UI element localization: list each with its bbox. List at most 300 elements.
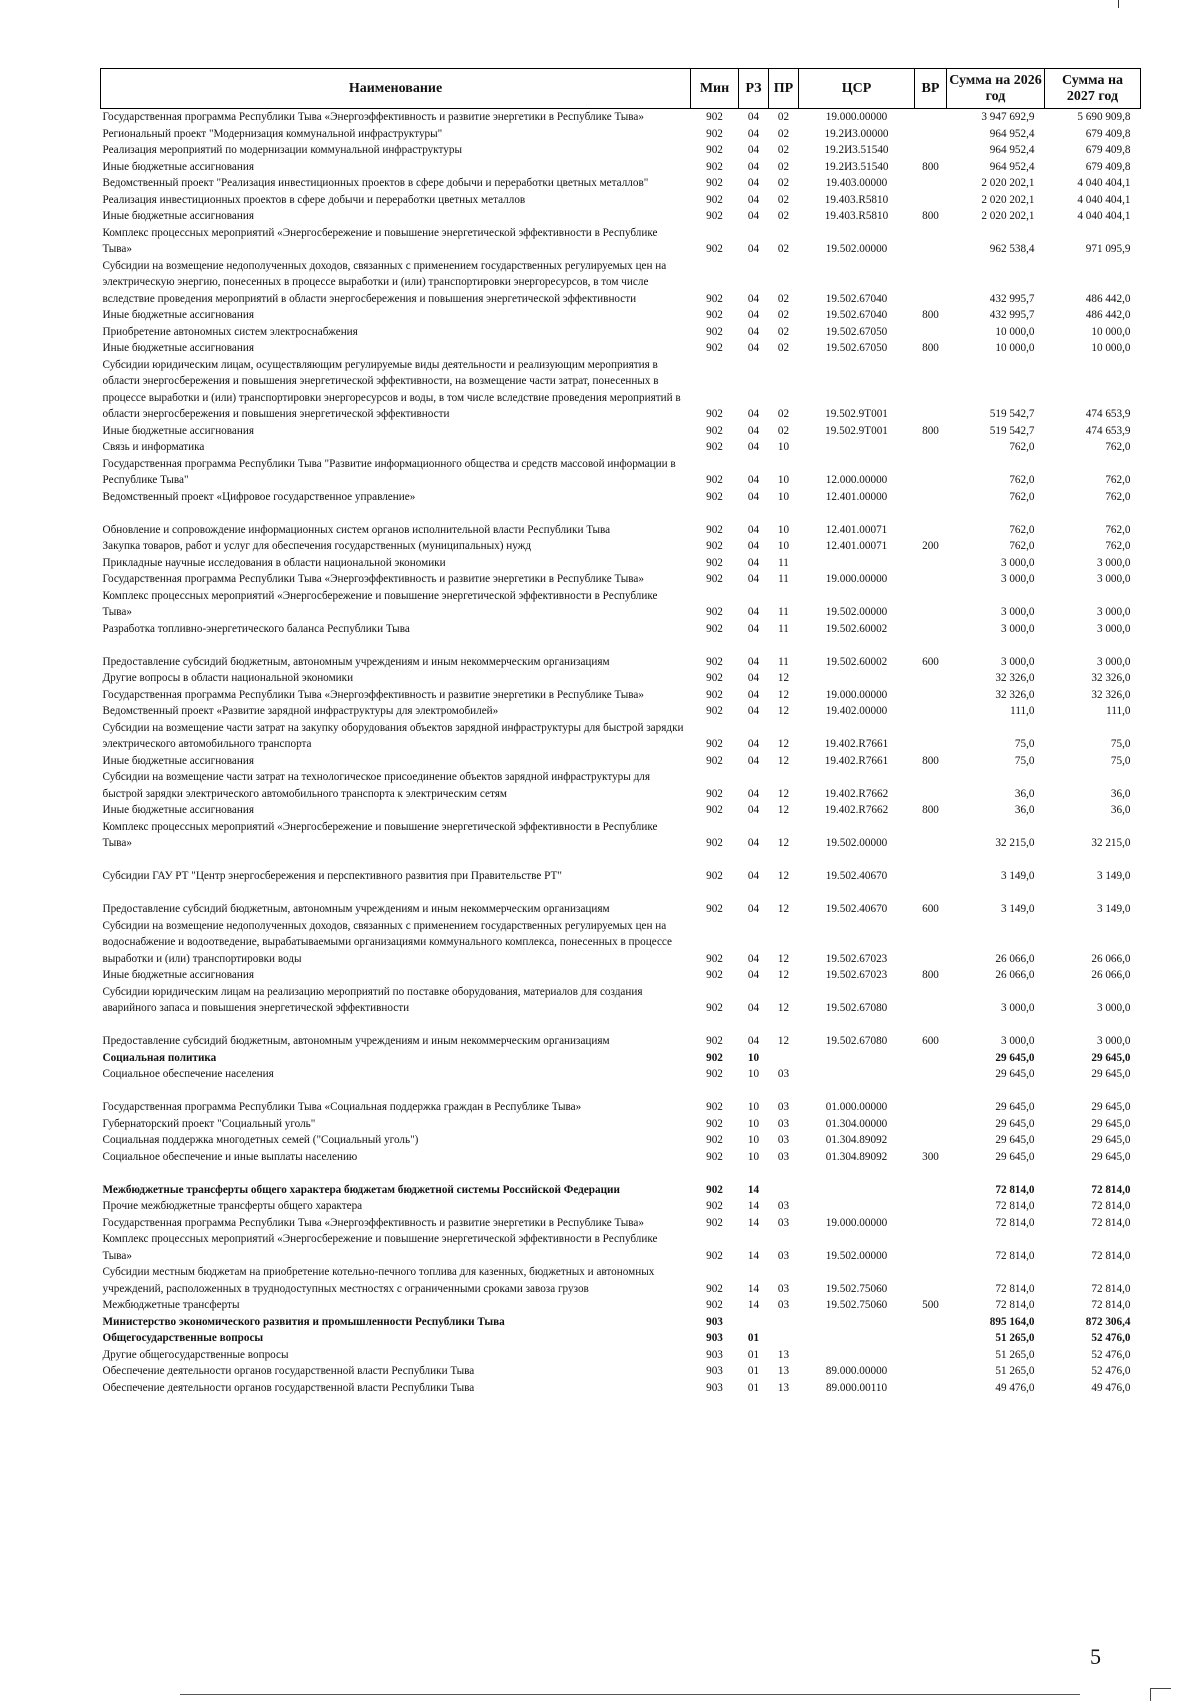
row-sum-2027: 52 476,0 <box>1091 1332 1131 1344</box>
table-row <box>101 1314 1141 1331</box>
row-pr: 11 <box>778 556 789 569</box>
row-sum-2027: 679 409,8 <box>1085 127 1131 140</box>
table-row <box>101 225 1141 258</box>
row-rz <box>739 1314 769 1331</box>
row-sum-2026: 75,0 <box>1014 738 1035 750</box>
row-sum-2027: 4 040 404,1 <box>1077 193 1131 206</box>
table-row <box>101 703 1141 720</box>
row-csr: 19.502.9T001 <box>825 424 888 437</box>
row-csr: 12.401.00071 <box>825 540 888 552</box>
table-row <box>101 1116 1141 1133</box>
row-min: 902 <box>706 573 723 585</box>
row-sum-2027: 679 409,8 <box>1085 160 1131 173</box>
row-csr: 12.401.00000 <box>825 490 888 503</box>
row-sum-2026: 3 000,0 <box>1000 655 1035 668</box>
row-min: 902 <box>706 738 723 750</box>
row-rz: 04 <box>747 672 760 684</box>
row-sum-2027: 32 326,0 <box>1091 688 1131 701</box>
row-sum-2027: 762,0 <box>1105 474 1131 486</box>
row-vr: 800 <box>922 969 939 981</box>
table-row <box>101 1231 1141 1264</box>
table-row <box>101 571 1141 588</box>
row-min: 903 <box>706 1365 723 1377</box>
row-csr <box>799 1165 915 1198</box>
row-name: Ведомственный проект «Цифровое государственное управление» <box>102 490 416 503</box>
row-min: 902 <box>706 969 723 981</box>
row-csr: 19.402.R7661 <box>824 738 889 750</box>
row-rz: 04 <box>747 490 760 503</box>
table-row <box>101 984 1141 1017</box>
row-csr: 19.2И3.00000 <box>824 127 889 140</box>
row-sum-2027: 474 653,9 <box>1085 408 1131 420</box>
row-name: Прочие межбюджетные трансферты общего характера <box>102 1200 363 1212</box>
row-name: Государственная программа Республики Тыва «Энергоэффективность и развитие энергетики в Республике Тыва» <box>102 573 644 585</box>
row-csr: 19.502.00000 <box>825 1249 888 1262</box>
row-sum-2026: 29 645,0 <box>995 1051 1035 1064</box>
row-min: 902 <box>706 408 723 420</box>
row-vr <box>915 175 947 192</box>
row-rz: 10 <box>747 1150 760 1163</box>
row-min: 902 <box>706 1200 723 1212</box>
row-sum-2027: 36,0 <box>1110 787 1131 800</box>
row-min: 902 <box>706 1282 723 1295</box>
row-name: Иные бюджетные ассигнования <box>102 969 254 981</box>
table-row <box>101 885 1141 918</box>
row-sum-2026: 762,0 <box>1009 490 1035 503</box>
row-rz: 04 <box>747 804 760 816</box>
row-sum-2027: 762,0 <box>1105 523 1131 536</box>
row-name: Губернаторский проект "Социальный уголь" <box>102 1117 316 1130</box>
row-sum-2027: 872 306,4 <box>1085 1315 1131 1328</box>
row-rz: 04 <box>747 622 760 635</box>
row-vr <box>915 1050 947 1067</box>
row-vr <box>915 852 947 885</box>
row-pr: 03 <box>777 1150 790 1163</box>
row-sum-2026: 519 542,7 <box>989 424 1035 437</box>
row-vr <box>915 505 947 538</box>
row-sum-2027: 111,0 <box>1106 705 1131 717</box>
row-pr: 12 <box>777 754 790 767</box>
row-sum-2026: 3 947 692,9 <box>981 111 1035 123</box>
row-pr: 02 <box>777 325 790 338</box>
row-sum-2026: 962 538,4 <box>989 243 1035 255</box>
row-min: 902 <box>706 804 723 816</box>
row-min: 902 <box>706 672 723 684</box>
row-name: Разработка топливно-энергетического баланса Республики Тыва <box>102 622 410 635</box>
table-row <box>101 340 1141 357</box>
row-pr: 02 <box>777 177 790 189</box>
row-rz: 04 <box>747 292 760 305</box>
row-min: 902 <box>706 523 723 536</box>
row-vr <box>915 769 947 802</box>
row-min: 902 <box>706 837 723 849</box>
row-min: 902 <box>706 688 723 701</box>
row-sum-2026: 26 066,0 <box>995 969 1035 981</box>
row-min: 902 <box>706 556 723 569</box>
row-rz: 14 <box>747 1216 760 1229</box>
row-rz: 04 <box>747 540 760 552</box>
row-min: 902 <box>706 193 723 206</box>
row-vr <box>915 1380 947 1397</box>
table-row <box>101 819 1141 852</box>
row-min: 902 <box>706 1002 723 1014</box>
row-vr <box>915 142 947 159</box>
row-name: Субсидии юридическим лицам, осуществляющим регулируемые виды деятельности и реализующим мероприятия в области энергосбережения и повышения энергетической эффективности, на возмещение части затрат, понесенных в процессе выработки и (или) транспортировки энергоресурсов и воды, в том числе вследствие проведения мероприятий в области энергосбережения и повышения энергетической эффективности <box>102 358 681 420</box>
row-sum-2026: 3 149,0 <box>1000 870 1035 882</box>
table-row <box>101 1215 1141 1232</box>
row-sum-2027: 72 814,0 <box>1091 1183 1131 1196</box>
row-sum-2027: 29 645,0 <box>1091 1134 1131 1146</box>
row-vr <box>915 258 947 308</box>
row-name: Социальное обеспечение и иные выплаты населению <box>102 1150 358 1163</box>
row-min: 903 <box>706 1381 723 1394</box>
row-sum-2026: 762,0 <box>1009 523 1035 536</box>
table-row <box>101 1066 1141 1083</box>
table-row <box>101 1050 1141 1067</box>
row-rz: 04 <box>747 952 760 965</box>
row-sum-2027: 26 066,0 <box>1091 952 1131 965</box>
row-name: Межбюджетные трансферты общего характера бюджетам бюджетной системы Российской Федерации <box>102 1183 620 1196</box>
row-vr <box>915 1066 947 1083</box>
row-name: Обновление и сопровождение информационных систем органов исполнительной власти Республики Тыва <box>102 523 611 536</box>
row-sum-2026: 32 326,0 <box>995 672 1035 684</box>
row-name: Обеспечение деятельности органов государственной власти Республики Тыва <box>102 1381 475 1394</box>
row-name: Связь и информатика <box>102 441 205 453</box>
row-sum-2026: 51 265,0 <box>995 1348 1035 1361</box>
row-vr: 800 <box>922 210 939 222</box>
row-vr <box>915 1347 947 1364</box>
table-body <box>101 109 1141 1397</box>
row-pr: 12 <box>777 1035 790 1047</box>
table-row <box>101 192 1141 209</box>
row-vr: 800 <box>922 804 939 816</box>
row-min: 902 <box>706 622 723 635</box>
table-row <box>101 1149 1141 1166</box>
row-min: 902 <box>706 342 723 354</box>
table-row <box>101 423 1141 440</box>
table-row <box>101 126 1141 143</box>
row-rz: 04 <box>747 1002 760 1014</box>
row-sum-2027: 75,0 <box>1110 754 1131 767</box>
row-min: 902 <box>706 903 723 915</box>
row-sum-2026: 3 000,0 <box>1000 622 1035 635</box>
row-sum-2026: 29 645,0 <box>995 1117 1035 1130</box>
row-sum-2026: 29 645,0 <box>995 1134 1035 1146</box>
row-pr: 11 <box>778 622 789 635</box>
row-csr: 12.401.00071 <box>825 523 888 536</box>
row-rz: 04 <box>747 606 760 618</box>
row-csr <box>799 1066 915 1083</box>
row-csr <box>799 670 915 687</box>
budget-table <box>100 68 1141 1396</box>
row-vr: 800 <box>922 424 939 437</box>
table-row <box>101 456 1141 489</box>
row-csr: 19.000.00000 <box>825 573 888 585</box>
row-rz: 10 <box>747 1134 760 1146</box>
table-row <box>101 538 1141 555</box>
row-sum-2026: 432 995,7 <box>989 292 1035 305</box>
row-min: 902 <box>706 1051 723 1064</box>
row-sum-2026: 49 476,0 <box>995 1381 1035 1394</box>
header-sum-2027: Сумма на 2027 год <box>1045 69 1141 109</box>
row-csr: 19.402.R7662 <box>824 804 889 816</box>
header-vr: ВР <box>915 69 947 109</box>
row-sum-2027: 72 814,0 <box>1091 1216 1131 1229</box>
row-min: 902 <box>706 325 723 338</box>
row-rz: 04 <box>747 342 760 354</box>
row-csr: 89.000.00110 <box>825 1381 888 1394</box>
row-name: Субсидии ГАУ РТ "Центр энергосбережения и перспективного развития при Правительстве РТ" <box>102 870 562 882</box>
row-pr: 12 <box>777 705 790 717</box>
row-sum-2026: 26 066,0 <box>995 952 1035 965</box>
row-rz: 04 <box>747 160 760 173</box>
row-vr <box>915 588 947 621</box>
row-vr <box>915 687 947 704</box>
row-min: 902 <box>706 655 723 668</box>
row-name: Иные бюджетные ассигнования <box>102 342 254 354</box>
row-vr <box>915 621 947 638</box>
row-min: 902 <box>706 1183 723 1196</box>
table-row <box>101 208 1141 225</box>
table-row <box>101 967 1141 984</box>
row-sum-2026: 3 149,0 <box>1000 903 1035 915</box>
row-sum-2027: 762,0 <box>1105 441 1131 453</box>
row-pr: 02 <box>777 111 790 123</box>
row-min: 903 <box>706 1348 723 1361</box>
header-row <box>101 69 1141 109</box>
row-pr: 12 <box>777 952 790 965</box>
row-rz: 04 <box>747 1035 760 1047</box>
row-sum-2026: 29 645,0 <box>995 1150 1035 1163</box>
row-name: Предоставление субсидий бюджетным, автономным учреждениям и иным некоммерческим организациям <box>102 655 610 668</box>
table-row <box>101 1132 1141 1149</box>
row-name: Государственная программа Республики Тыва «Энергоэффективность и развитие энергетики в Республике Тыва» <box>102 688 644 701</box>
table-row <box>101 357 1141 423</box>
row-pr: 12 <box>777 870 790 882</box>
row-csr: 19.502.67023 <box>825 952 888 965</box>
row-name: Субсидии юридическим лицам на реализацию мероприятий по поставке оборудования, материалов для создания аварийного запаса и повышения энергетической эффективности <box>102 985 643 1014</box>
scan-corner-mark <box>1150 1688 1171 1701</box>
row-pr <box>769 1330 799 1347</box>
row-sum-2027: 49 476,0 <box>1091 1381 1131 1394</box>
row-name: Иные бюджетные ассигнования <box>102 424 254 437</box>
table-row <box>101 175 1141 192</box>
row-min: 902 <box>706 952 723 965</box>
row-name: Иные бюджетные ассигнования <box>102 754 254 767</box>
row-sum-2027: 3 149,0 <box>1096 870 1131 882</box>
row-rz: 04 <box>747 523 760 536</box>
row-vr <box>915 489 947 506</box>
row-csr: 01.000.00000 <box>825 1101 888 1113</box>
row-name: Региональный проект "Модернизация коммунальной инфраструктуры" <box>102 127 443 140</box>
row-pr: 10 <box>777 523 790 536</box>
row-min: 902 <box>706 177 723 189</box>
table-header <box>101 69 1141 109</box>
row-name: Ведомственный проект «Развитие зарядной инфраструктуры для электромобилей» <box>102 705 499 717</box>
row-rz: 04 <box>747 408 760 420</box>
row-vr <box>915 1132 947 1149</box>
row-vr: 200 <box>922 540 939 552</box>
row-pr: 12 <box>777 787 790 800</box>
row-name: Обеспечение деятельности органов государственной власти Республики Тыва <box>102 1365 475 1377</box>
row-sum-2026: 3 000,0 <box>1000 606 1035 618</box>
row-sum-2027: 762,0 <box>1105 490 1131 503</box>
row-vr: 600 <box>922 655 939 668</box>
row-sum-2026: 72 814,0 <box>995 1282 1035 1295</box>
row-sum-2026: 3 000,0 <box>1000 1002 1035 1014</box>
row-vr <box>915 670 947 687</box>
row-min: 902 <box>706 160 723 173</box>
row-min: 902 <box>706 1134 723 1146</box>
row-min: 902 <box>706 243 723 255</box>
row-min: 902 <box>706 1216 723 1229</box>
row-csr: 19.000.00000 <box>825 1216 888 1229</box>
row-min: 902 <box>706 1299 723 1311</box>
row-sum-2026: 2 020 202,1 <box>981 193 1035 206</box>
row-name: Реализация инвестиционных проектов в сфере добычи и переработки цветных металлов <box>102 193 526 206</box>
row-sum-2026: 32 215,0 <box>995 837 1035 849</box>
row-rz: 04 <box>747 243 760 255</box>
row-pr: 02 <box>777 144 790 156</box>
row-csr: 01.304.00000 <box>825 1117 888 1130</box>
row-pr: 03 <box>777 1117 790 1130</box>
row-rz: 04 <box>747 325 760 338</box>
row-pr: 11 <box>778 573 789 585</box>
row-sum-2027: 474 653,9 <box>1085 424 1131 437</box>
scan-tick-mark <box>1118 0 1119 8</box>
row-vr <box>915 918 947 968</box>
row-name: Предоставление субсидий бюджетным, автономным учреждениям и иным некоммерческим организациям <box>102 1035 610 1047</box>
table-row <box>101 769 1141 802</box>
row-rz: 04 <box>747 573 760 585</box>
row-vr <box>915 1330 947 1347</box>
row-pr: 02 <box>777 408 790 420</box>
row-rz: 04 <box>747 127 760 140</box>
table-row <box>101 918 1141 968</box>
row-sum-2026: 10 000,0 <box>995 342 1035 354</box>
row-pr: 02 <box>777 292 790 305</box>
page-number: 5 <box>1090 1644 1101 1669</box>
row-name: Государственная программа Республики Тыва «Социальная поддержка граждан в Республике Тыва» <box>102 1101 582 1113</box>
row-csr: 19.502.75060 <box>825 1299 888 1311</box>
row-sum-2026: 75,0 <box>1014 754 1035 767</box>
row-vr: 800 <box>922 754 939 767</box>
row-name: Государственная программа Республики Тыва «Энергоэффективность и развитие энергетики в Республике Тыва» <box>102 1216 644 1229</box>
row-csr: 19.502.40670 <box>825 903 888 915</box>
row-vr <box>915 109 947 126</box>
row-rz: 04 <box>747 837 760 849</box>
table-row <box>101 687 1141 704</box>
row-sum-2026: 36,0 <box>1014 804 1035 816</box>
row-sum-2027: 679 409,8 <box>1085 144 1131 156</box>
row-rz: 04 <box>747 193 760 206</box>
row-vr <box>915 324 947 341</box>
row-csr: 19.502.67050 <box>825 342 888 354</box>
row-sum-2027: 3 000,0 <box>1096 655 1131 668</box>
table-row <box>101 1264 1141 1297</box>
row-sum-2027: 486 442,0 <box>1085 309 1131 321</box>
table-row <box>101 753 1141 770</box>
row-sum-2027: 4 040 404,1 <box>1077 210 1131 222</box>
row-csr: 19.2И3.51540 <box>824 160 889 173</box>
row-csr: 19.502.67040 <box>825 292 888 305</box>
row-sum-2026: 964 952,4 <box>989 144 1035 156</box>
row-sum-2027: 75,0 <box>1110 738 1131 750</box>
row-sum-2027: 486 442,0 <box>1085 292 1131 305</box>
row-vr <box>915 126 947 143</box>
table-row <box>101 109 1141 126</box>
table-row <box>101 670 1141 687</box>
table-row <box>101 555 1141 572</box>
row-sum-2027: 29 645,0 <box>1091 1150 1131 1163</box>
table-row <box>101 1165 1141 1198</box>
row-csr: 19.403.R5810 <box>824 193 889 206</box>
row-csr: 19.402.R7662 <box>824 787 889 800</box>
row-sum-2026: 3 000,0 <box>1000 556 1035 569</box>
row-rz: 04 <box>747 903 760 915</box>
row-vr <box>915 1231 947 1264</box>
row-csr: 19.403.R5810 <box>824 210 889 222</box>
row-sum-2027: 10 000,0 <box>1091 342 1131 354</box>
header-pr: ПР <box>769 69 799 109</box>
row-vr <box>915 1165 947 1198</box>
table-row <box>101 637 1141 670</box>
row-pr <box>769 1314 799 1331</box>
row-pr: 03 <box>777 1282 790 1295</box>
row-vr <box>915 1083 947 1116</box>
row-sum-2027: 3 149,0 <box>1096 903 1131 915</box>
row-min: 902 <box>706 127 723 140</box>
table-row <box>101 1198 1141 1215</box>
row-min: 902 <box>706 1249 723 1262</box>
row-vr <box>915 555 947 572</box>
row-pr: 11 <box>778 655 789 668</box>
header-name: Наименование <box>101 69 691 109</box>
row-rz: 04 <box>747 787 760 800</box>
row-min: 902 <box>706 474 723 486</box>
row-sum-2026: 29 645,0 <box>995 1068 1035 1080</box>
table-row <box>101 802 1141 819</box>
row-pr: 12 <box>777 804 790 816</box>
row-min: 902 <box>706 540 723 552</box>
row-sum-2027: 3 000,0 <box>1096 606 1131 618</box>
row-pr: 03 <box>777 1216 790 1229</box>
table-row <box>101 439 1141 456</box>
row-sum-2026: 10 000,0 <box>995 325 1035 338</box>
table-row <box>101 1297 1141 1314</box>
row-sum-2026: 51 265,0 <box>995 1365 1035 1377</box>
row-sum-2026: 29 645,0 <box>995 1101 1035 1113</box>
row-sum-2027: 10 000,0 <box>1091 325 1131 338</box>
row-csr: 19.502.75060 <box>825 1282 888 1295</box>
row-min: 902 <box>706 111 723 123</box>
row-vr <box>915 439 947 456</box>
row-rz: 04 <box>747 556 760 569</box>
row-rz: 04 <box>747 870 760 882</box>
row-name: Иные бюджетные ассигнования <box>102 804 254 816</box>
row-name: Комплекс процессных мероприятий «Энергосбережение и повышение энергетической эффективности в Республике Тыва» <box>102 820 658 849</box>
row-csr: 19.403.00000 <box>825 177 888 189</box>
row-rz: 01 <box>747 1348 760 1361</box>
row-sum-2027: 4 040 404,1 <box>1077 177 1131 189</box>
row-vr: 800 <box>922 309 939 321</box>
row-name: Другие общегосударственные вопросы <box>102 1348 289 1361</box>
row-rz: 14 <box>747 1299 760 1311</box>
row-csr: 19.502.67080 <box>825 1035 888 1047</box>
row-rz: 10 <box>747 1051 760 1064</box>
row-min: 902 <box>706 144 723 156</box>
row-csr <box>799 439 915 456</box>
